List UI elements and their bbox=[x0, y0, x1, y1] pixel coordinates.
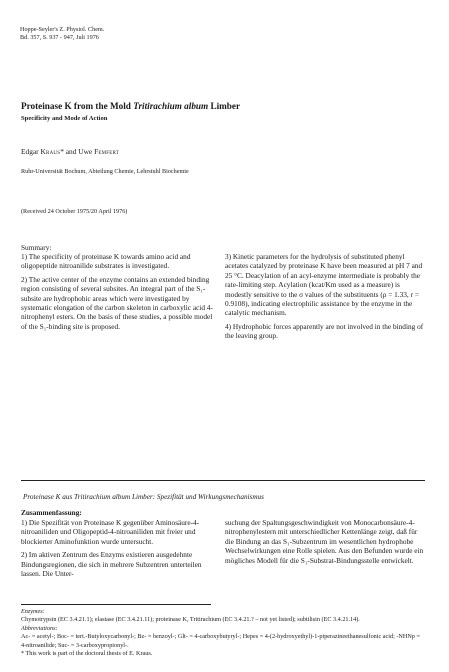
german-summary-heading: Zusammenfassung: bbox=[21, 508, 82, 517]
german-left-column bbox=[21, 518, 220, 582]
summary-point-1: 1) The specificity of proteinase K towards amino acid and oligopeptide nitroanilide substrates is investigated. bbox=[21, 252, 191, 271]
journal-volume: Bd. 357, S. 937 - 947, Juli 1976 bbox=[20, 34, 99, 42]
abbreviations-text: Ac- = acetyl-; Boc- = tert.-Butyloxycarbonyl-; Bz- = benzoyl-; Glt- = 4-carboxybutyryl-; Hepes = 4-(2-hydroxyethyl)-1-piperazineethanesulfonic acid; -NHNp = 4-nitroanilide; Suc- = 3-carboxypropionyl-. bbox=[21, 633, 420, 649]
german-title: Proteinase K aus Tritirachium album Limber: Spezifität und Wirkungsmechanismus bbox=[23, 493, 264, 501]
summary-right-column bbox=[225, 252, 426, 345]
section-divider bbox=[21, 480, 425, 481]
journal-header bbox=[20, 26, 104, 43]
enzymes-heading: Enzymes: bbox=[21, 608, 45, 615]
article-subtitle: Specificity and Mode of Action bbox=[21, 115, 108, 122]
german-point-1: 1) Die Spezifität von Proteinase K gegenüber Aminosäure-4-nitroaniliden und Oligopeptid-4-nitroaniliden mit freier und blockierter Aminofunktion wurde untersucht. bbox=[21, 518, 200, 546]
summary-heading: Summary: bbox=[21, 243, 52, 252]
received-date: (Received 24 October 1975/20 April 1976) bbox=[21, 208, 128, 215]
footnote-text: * This work is part of the doctoral thesis of E. Kraus. bbox=[21, 650, 153, 658]
footnotes bbox=[21, 608, 425, 658]
german-point-2: 2) Im aktiven Zentrum des Enzyms existieren ausgedehnte Bindungsregionen, die sich in mehrere Subzentren unterteilen lassen. Die Unter- bbox=[21, 550, 202, 579]
enzymes-text: Chymotrypsin (EC 3.4.21.1); elastase (EC 3.4.21.11); proteinase K, Tritirachium (EC 3.4.21.? – not yet listed); subtilisin (EC 3.4.21.14). bbox=[21, 616, 360, 624]
german-point-2-continued: suchung der Spaltungsgeschwindigkeit von Monocarbonsäure-4-nitrophenylestern mit unterschiedlicher Kettenlänge zeigt, daß für die Bindung an das S₁-Subzentrum im wesentlichen hydrophobe Wechselwirkungen eine Rolle spielen. Aus den Befunden wurde ein mögliches Modell für die S₁-Substrat-Bindungsstelle entwickelt. bbox=[225, 518, 424, 565]
summary-point-4: 4) Hydrophobic forces apparently are not involved in the binding of the leaving group. bbox=[225, 321, 424, 341]
german-right-column bbox=[225, 518, 426, 569]
article-title: Proteinase K from the Mold Tritirachium album Limber bbox=[21, 101, 241, 111]
summary-left-column bbox=[21, 252, 220, 335]
abbreviations-heading: Abbreviations: bbox=[21, 624, 58, 632]
summary-point-3: 3) Kinetic parameters for the hydrolysis of substituted phenyl acetates catalyzed by proteinase K have been measured at pH 7 and 25 °C. Deacylation of an acyl-enzyme intermediate is probably the rate-limiting step. Acylation (kcat/Km used as a measure) is modestly sensitive to the σ values of the substituents (ρ = 1.33, r = 0.9108), indicating electrophilic assistance by the enzyme in the catalytic mechanism. bbox=[225, 252, 423, 318]
footnote-divider bbox=[21, 604, 211, 605]
journal-name: Hoppe-Seyler's Z. Physiol. Chem. bbox=[20, 26, 105, 33]
affiliation: Ruhr-Universität Bochum, Abteilung Chemie, Lehrstuhl Biochemie bbox=[21, 168, 189, 175]
authors: Edgar Kraus* and Uwe Femfert bbox=[21, 147, 119, 156]
summary-point-2: 2) The active center of the enzyme contains an extended binding region consisting of several subsites. An integral part of the S₁-subsite are hydrophobic areas which were investigated by systematic elongation of the carbon skeleton in carboxylic acid 4-nitrophenyl esters. On the basis of these studies, a possible model of the S₁-binding site is proposed. bbox=[21, 274, 213, 331]
